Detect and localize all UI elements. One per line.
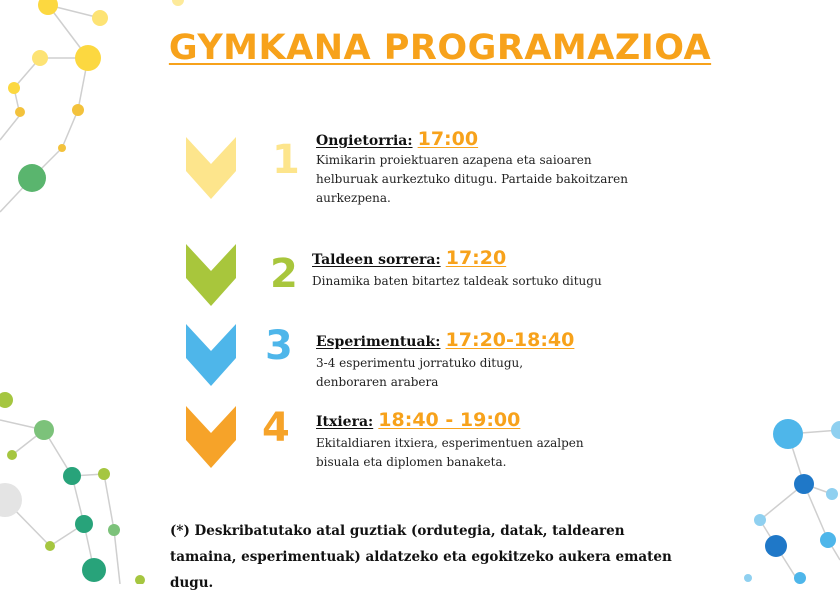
page-title: GYMKANA PROGRAMAZIOA — [168, 28, 712, 68]
step-label: Taldeen sorrera — [312, 252, 436, 268]
step-separator: : — [407, 133, 413, 149]
chevron-down-icon — [186, 406, 236, 468]
step-label: Ongietorria — [316, 133, 408, 149]
step-number: 1 — [272, 137, 300, 183]
step-number: 4 — [262, 405, 290, 451]
step-description — [316, 434, 584, 472]
molecule-network-blue-icon — [744, 419, 840, 584]
step-description-line: Ekitaldiaren itxiera, esperimentuen azalpen — [316, 436, 584, 450]
step-time: 17:20 — [445, 247, 507, 269]
step-description-line: aurkezpena. — [316, 191, 391, 205]
step-description-line: Dinamika baten bitartez taldeak sortuko ditugu — [312, 274, 602, 288]
step-description — [316, 354, 523, 392]
step-separator: : — [435, 252, 441, 268]
step-heading — [312, 247, 506, 269]
step-time: 18:40 - 19:00 — [378, 409, 521, 431]
molecule-network-green-icon — [0, 392, 145, 584]
step-description-line: 3-4 esperimentu jorratuko ditugu, — [316, 356, 524, 370]
step-heading — [316, 128, 478, 150]
chevron-down-icon — [186, 324, 236, 386]
step-description-line: denboraren arabera — [316, 375, 439, 389]
chevron-down-icon — [186, 137, 236, 199]
step-label: Itxiera: — [316, 414, 374, 430]
step-description-line: helburuak aurkeztuko ditugu. Partaide bakoitzaren — [316, 172, 628, 186]
step-label: Esperimentuak: — [316, 334, 441, 350]
step-description — [312, 272, 602, 291]
step-number: 3 — [265, 323, 293, 369]
step-description-line: bisuala eta diplomen banaketa. — [316, 455, 507, 469]
step-heading — [316, 329, 574, 351]
footnote: (*) Deskribatutako atal guztiak (ordutegia, datak, taldearen tamaina, esperimentuak) aldatzeko eta egokitzeko aukera ematen dugu. — [170, 523, 672, 591]
step-number: 2 — [270, 251, 298, 297]
step-description-line: Kimikarin proiektuaren azapena eta saioaren — [316, 153, 592, 167]
step-time: 17:00 — [417, 128, 479, 150]
step-description — [316, 151, 628, 208]
step-time: 17:20-18:40 — [445, 329, 575, 351]
step-heading — [316, 409, 520, 431]
chevron-down-icon — [186, 244, 236, 306]
